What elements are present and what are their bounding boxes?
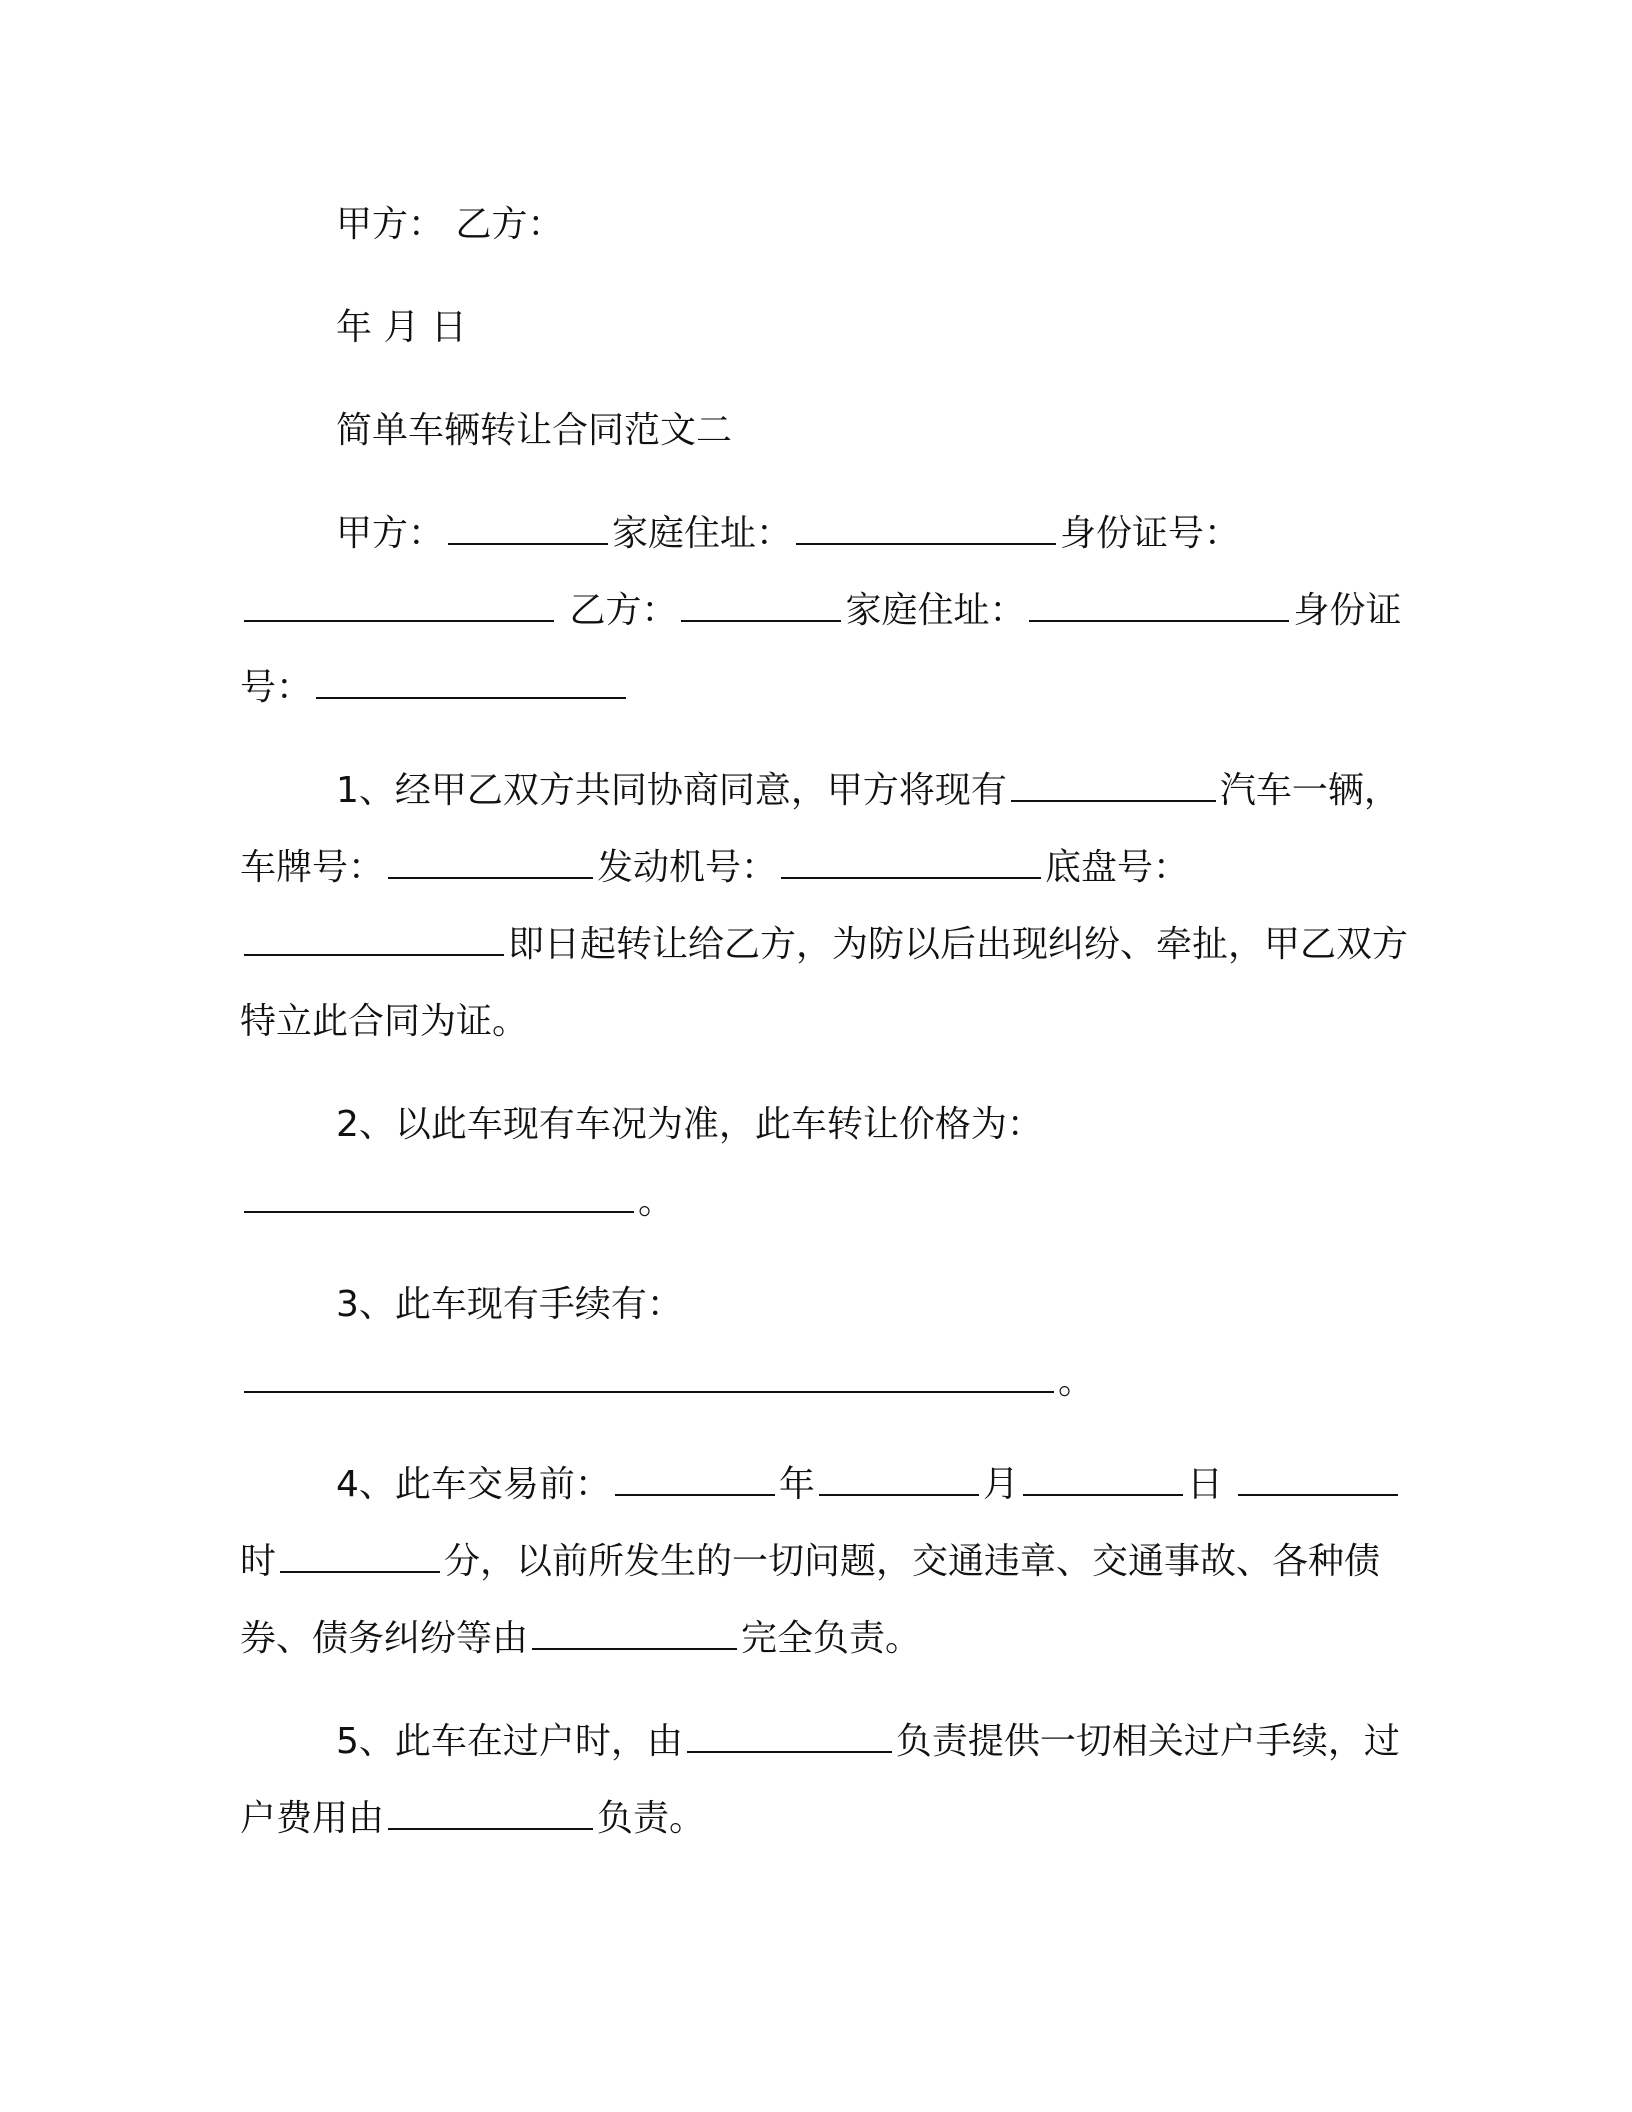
clause-1-text-a: 1、经甲乙双方共同协商同意，甲方将现有 — [336, 770, 1007, 811]
clause-5-text-b: 负责提供一切相关过户手续，过户费用由 — [240, 1721, 1400, 1839]
chassis-number-blank — [244, 918, 504, 956]
party-b-address-blank — [1029, 584, 1289, 622]
party-b-sign-label: 乙方： — [455, 204, 564, 245]
clause-4 — [240, 1446, 1410, 1677]
signature-date — [240, 289, 1410, 366]
responsible-party-blank — [532, 1612, 737, 1650]
clause-5-text-a: 5、此车在过户时，由 — [336, 1721, 683, 1762]
clause-1-text-e: 即日起转让给乙方，为防以后出现纠纷、牵扯，甲乙双方特立此合同为证。 — [240, 924, 1409, 1042]
party-b-name-blank — [681, 584, 841, 622]
clause-2 — [240, 1086, 1410, 1240]
contract-heading — [240, 392, 1410, 469]
party-a-id-blank — [244, 584, 554, 622]
id-number-label-b: 身份证号： — [240, 590, 1402, 708]
home-address-label: 家庭住址： — [612, 513, 793, 554]
clause-4-text: 4、此车交易前： — [336, 1464, 611, 1505]
document-body — [240, 186, 1410, 1883]
party-a-name-blank — [448, 507, 608, 545]
plate-number-blank — [388, 841, 593, 879]
clause-4-end: 完全负责。 — [741, 1618, 922, 1659]
parties-block — [240, 495, 1410, 726]
transfer-fee-party-blank — [388, 1792, 593, 1830]
month-blank — [819, 1458, 979, 1496]
clause-5 — [240, 1703, 1410, 1857]
signature-parties — [240, 186, 1410, 263]
home-address-label-b: 家庭住址： — [845, 590, 1026, 631]
vehicle-model-blank — [1011, 764, 1216, 802]
party-a-label: 甲方： — [336, 513, 445, 554]
clause-4-minute-text: 分，以前所发生的一切问题，交通违章、交通事故、各种债券、债务纠纷等由 — [240, 1541, 1381, 1659]
clause-5-end: 负责。 — [597, 1798, 706, 1839]
day-label: 日 — [1186, 1464, 1223, 1505]
clause-3 — [240, 1266, 1410, 1420]
day-blank — [1023, 1458, 1183, 1496]
year-label: 年 — [778, 1464, 815, 1505]
clause-1-text-b: 汽车一辆，车牌号： — [240, 770, 1400, 888]
engine-number-blank — [781, 841, 1041, 879]
party-b-id-blank — [316, 661, 626, 699]
clause-3-end: 。 — [1058, 1361, 1095, 1402]
month-label: 月 — [982, 1464, 1019, 1505]
party-b-label: 乙方： — [569, 590, 678, 631]
transfer-docs-party-blank — [687, 1715, 892, 1753]
date-label: 年 月 日 — [336, 307, 467, 348]
hour-blank — [1238, 1458, 1398, 1496]
year-blank — [615, 1458, 775, 1496]
documents-blank — [244, 1355, 1054, 1393]
clause-1-text-d: 底盘号： — [1045, 847, 1190, 888]
clause-3-text: 3、此车现有手续有： — [336, 1284, 683, 1325]
clause-1 — [240, 752, 1410, 1060]
heading-text: 简单车辆转让合同范文二 — [336, 410, 733, 451]
clause-2-text: 2、以此车现有车况为准，此车转让价格为： — [336, 1104, 1043, 1145]
party-a-sign-label: 甲方： — [336, 204, 445, 245]
clause-1-text-c: 发动机号： — [597, 847, 778, 888]
id-number-label: 身份证号： — [1060, 513, 1241, 554]
minute-blank — [280, 1535, 440, 1573]
party-a-address-blank — [796, 507, 1056, 545]
transfer-price-blank — [244, 1175, 634, 1213]
hour-label: 时 — [240, 1541, 277, 1582]
clause-2-end: 。 — [638, 1181, 675, 1222]
